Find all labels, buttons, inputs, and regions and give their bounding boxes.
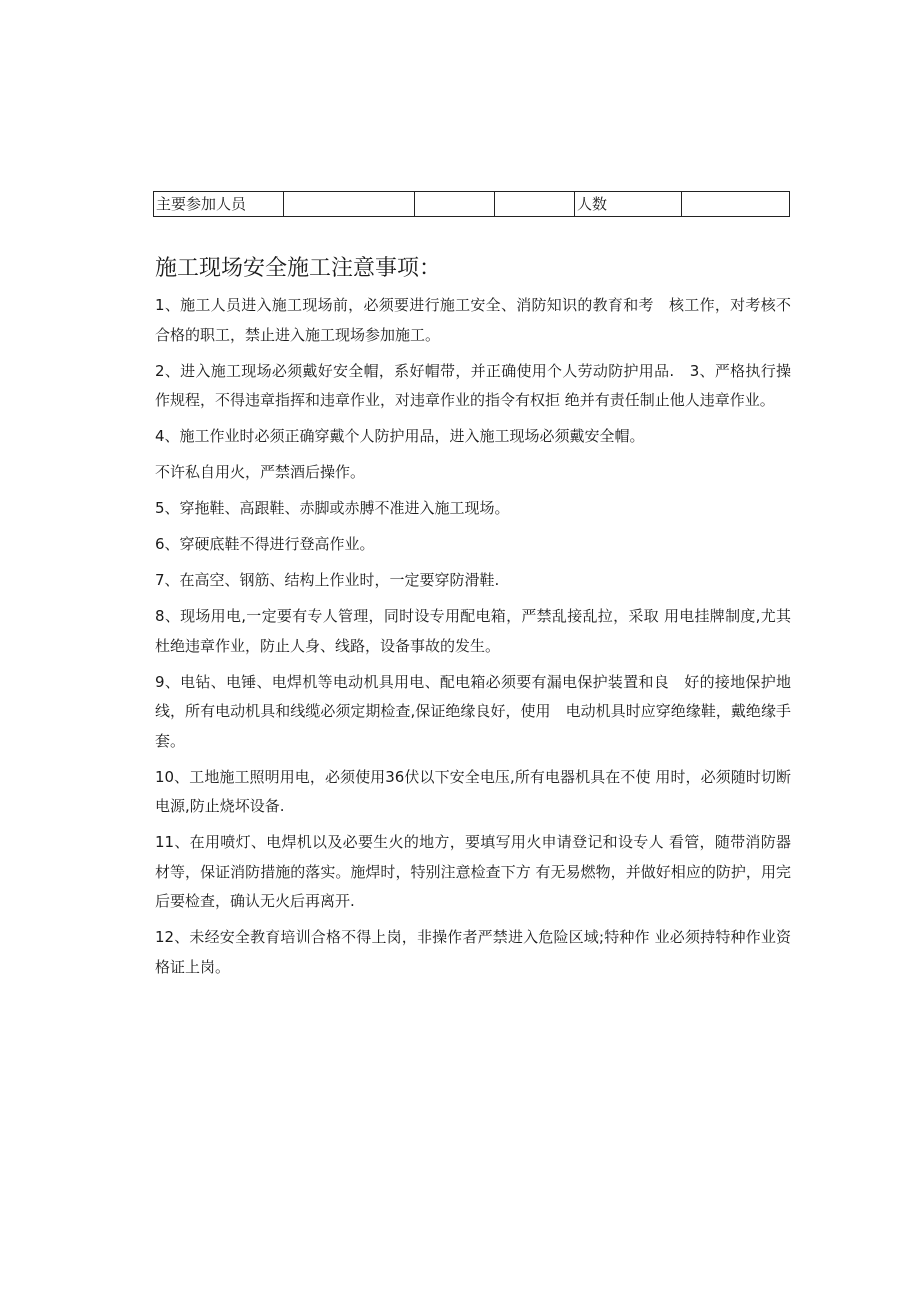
participants-table xyxy=(153,191,790,217)
participants-label-cell: 主要参加人员 xyxy=(154,192,284,217)
participants-value-cell-3 xyxy=(495,192,575,217)
participants-value-cell-2 xyxy=(415,192,495,217)
note-7: 7、在高空、钢筋、结构上作业时，一定要穿防滑鞋. xyxy=(155,571,500,589)
note-2-3: 2、进入施工现场必须戴好安全帽，系好帽带，并正确使用个人劳动防护用品. 3、严格执行操作规程，不得违章指挥和违章作业，对违章作业的指令有权拒 绝并有责任制止他人违章作业。 xyxy=(155,361,791,409)
participants-value-cell xyxy=(284,192,415,217)
note-1: 1、施工人员进入施工现场前，必须要进行施工安全、消防知识的教育和考 核工作，对考核不合格的职工，禁止进入施工现场参加施工。 xyxy=(155,296,791,344)
note-5: 5、穿拖鞋、高跟鞋、赤脚或赤膊不准进入施工现场。 xyxy=(155,499,510,517)
headcount-value-cell xyxy=(682,192,790,217)
note-10: 10、工地施工照明用电，必须使用36伏以下安全电压,所有电器机具在不使 用时，必须随时切断电源,防止烧坏设备. xyxy=(155,767,791,815)
note-8: 8、现场用电,一定要有专人管理，同时设专用配电箱，严禁乱接乱拉，采取 用电挂牌制度,尤其杜绝违章作业，防止人身、线路，设备事故的发生。 xyxy=(155,607,791,655)
note-11: 11、在用喷灯、电焊机以及必要生火的地方，要填写用火申请登记和设专人 看管，随带消防器材等，保证消防措施的落实。施焊时，特别注意检查下方 有无易燃物，并做好相应的防护，用完后要检查，确认无火后再离开. xyxy=(155,833,791,910)
safety-notes-list xyxy=(155,291,791,989)
headcount-label-cell: 人数 xyxy=(575,192,682,217)
note-12: 12、未经安全教育培训合格不得上岗，非操作者严禁进入危险区域;特种作 业必须持特种作业资格证上岗。 xyxy=(155,928,791,976)
note-4: 4、施工作业时必须正确穿戴个人防护用品，进入施工现场必须戴安全帽。 xyxy=(155,427,645,445)
table-row xyxy=(154,192,790,217)
note-9: 9、电钻、电锤、电焊机等电动机具用电、配电箱必须要有漏电保护装置和良 好的接地保护地线，所有电动机具和线缆必须定期检查,保证绝缘良好，使用 电动机具时应穿绝缘鞋，戴绝缘手套。 xyxy=(155,672,791,750)
note-6: 6、穿硬底鞋不得进行登高作业。 xyxy=(155,535,375,553)
note-4-continued: 不许私自用火，严禁酒后操作。 xyxy=(155,463,366,481)
page-title: 施工现场安全施工注意事项： xyxy=(155,256,442,281)
